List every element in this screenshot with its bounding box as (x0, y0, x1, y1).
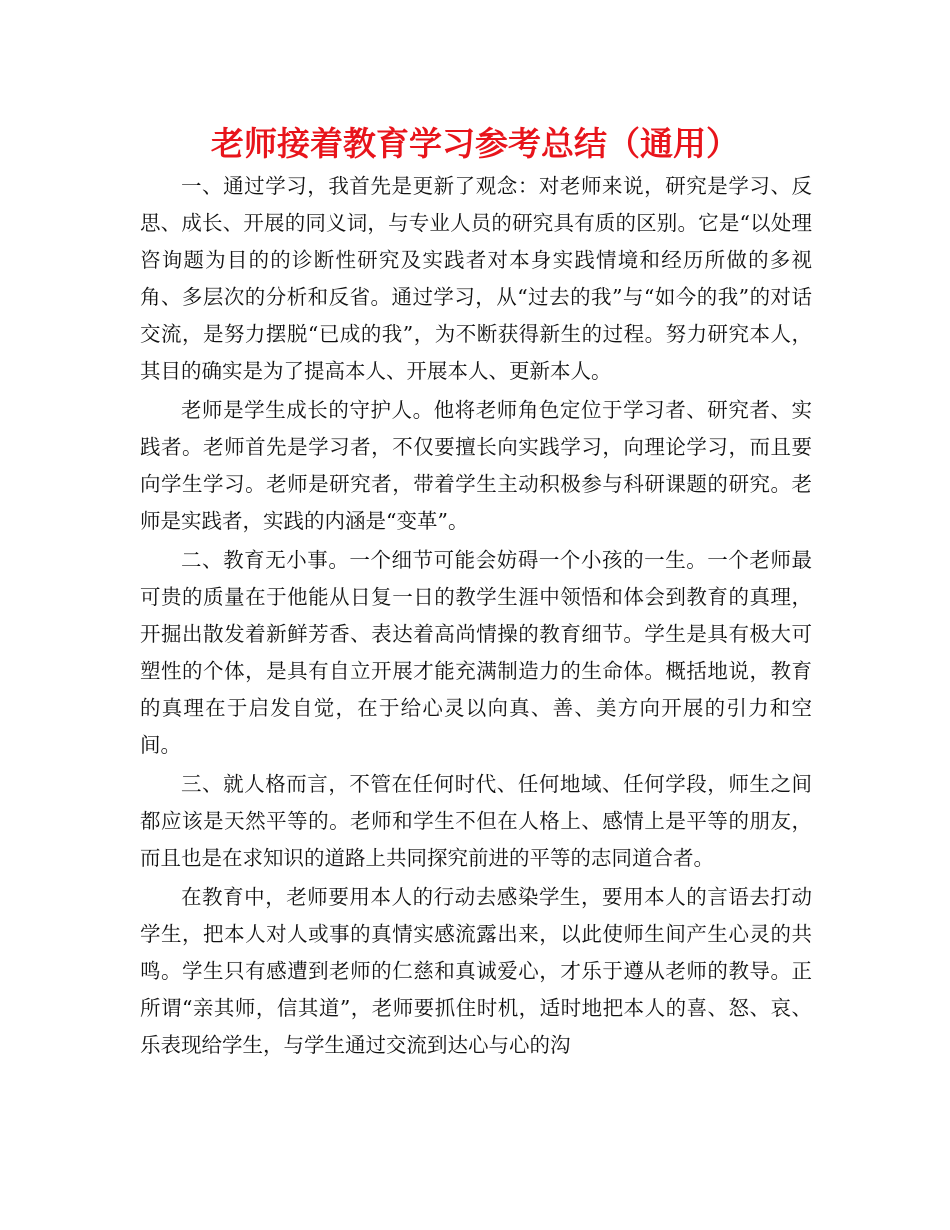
paragraph-2: 老师是学生成长的守护人。他将老师角色定位于学习者、研究者、实践者。老师首先是学习者，不仅要擅长向实践学习，向理论学习，而且要向学生学习。老师是研究者，带着学生主动积极参与科研课题的研究。老师是实践者，实践的内涵是“变革”。 (140, 398, 812, 533)
document-body (140, 168, 812, 1066)
paragraph-3: 二、教育无小事。一个细节可能会妨碍一个小孩的一生。一个老师最可贵的质量在于他能从日复一日的教学生涯中领悟和体会到教育的真理，开掘出散发着新鲜芳香、表达着高尚情操的教育细节。学生是具有极大可塑性的个体，是具有自立开展才能充满制造力的生命体。概括地说，教育的真理在于启发自觉，在于给心灵以向真、善、美方向开展的引力和空间。 (140, 548, 812, 757)
paragraph-4: 三、就人格而言，不管在任何时代、任何地域、任何学段，师生之间都应该是天然平等的。老师和学生不但在人格上、感情上是平等的朋友，而且也是在求知识的道路上共同探究前进的平等的志同道合者。 (140, 772, 812, 870)
paragraph-5: 在教育中，老师要用本人的行动去感染学生，要用本人的言语去打动学生，把本人对人或事的真情实感流露出来，以此使师生间产生心灵的共鸣。学生只有感遭到老师的仁慈和真诚爱心，才乐于遵从老师的教导。正所谓“亲其师，信其道”，老师要抓住时机，适时地把本人的喜、怒、哀、乐表现给学生，与学生通过交流到达心与心的沟 (140, 885, 812, 1057)
paragraph-1: 一、通过学习，我首先是更新了观念：对老师来说，研究是学习、反思、成长、开展的同义词，与专业人员的研究具有质的区别。它是“以处理咨询题为目的的诊断性研究及实践者对本身实践情境和经历所做的多视角、多层次的分析和反省。通过学习，从“过去的我”与“如今的我”的对话交流，是努力摆脱“已成的我”，为不断获得新生的过程。努力研究本人，其目的确实是为了提高本人、开展本人、更新本人。 (140, 174, 812, 383)
document-title: 老师接着教育学习参考总结（通用） (211, 124, 739, 163)
